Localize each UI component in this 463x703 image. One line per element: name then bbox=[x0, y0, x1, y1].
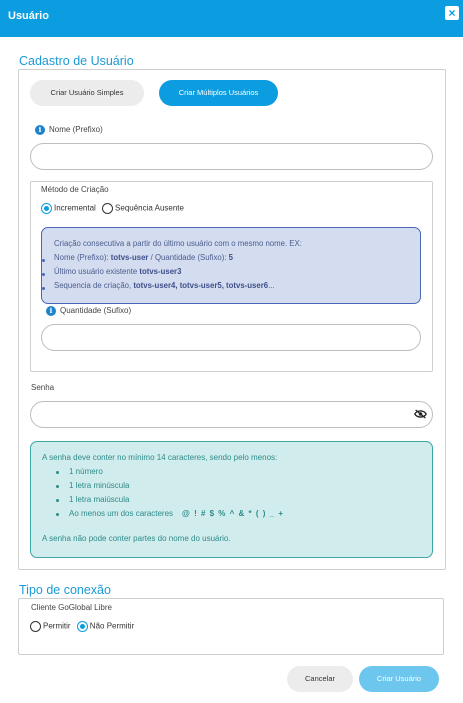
radio-incremental-label: Incremental bbox=[54, 203, 96, 213]
conexao-radio-group bbox=[30, 621, 138, 632]
rules-footer: A senha não pode conter partes do nome do usuário. bbox=[42, 534, 231, 543]
quantidade-label-text: Quantidade (Sufixo) bbox=[60, 306, 132, 316]
radio-permitir-label: Permitir bbox=[43, 621, 71, 631]
info-icon: i bbox=[46, 306, 56, 316]
info-line-2: Último usuário existente totvs-user3 bbox=[54, 267, 181, 276]
info-icon: i bbox=[35, 125, 45, 135]
rule-item: 1 número bbox=[69, 467, 103, 476]
radio-incremental[interactable] bbox=[41, 203, 96, 214]
senha-input[interactable] bbox=[30, 401, 433, 428]
eye-off-icon[interactable] bbox=[414, 409, 427, 419]
metodo-radio-group bbox=[41, 203, 188, 214]
special-chars: @ ! # $ % ^ & * ( ) _ + bbox=[182, 509, 284, 518]
password-rules-box bbox=[30, 441, 433, 558]
rule-item: Ao menos um dos caracteres @ ! # $ % ^ & * ( ) _ + bbox=[69, 509, 284, 518]
rules-intro: A senha deve conter no mínimo 14 caracteres, sendo pelo menos: bbox=[42, 453, 278, 462]
radio-nao-permitir[interactable] bbox=[77, 621, 134, 632]
tab-criar-multiplos-usuarios[interactable]: Criar Múltiplos Usuários bbox=[159, 80, 278, 106]
radio-sequencia-ausente[interactable] bbox=[102, 203, 184, 214]
conexao-group-label: Cliente GoGlobal Libre bbox=[31, 603, 112, 612]
cancel-button[interactable]: Cancelar bbox=[287, 666, 353, 692]
radio-sequencia-label: Sequência Ausente bbox=[115, 203, 184, 213]
quantidade-sufixo-input[interactable] bbox=[41, 324, 421, 351]
radio-permitir[interactable] bbox=[30, 621, 71, 632]
rule-item: 1 letra maiúscula bbox=[69, 495, 129, 504]
close-icon[interactable]: × bbox=[445, 6, 459, 20]
section-title-cadastro: Cadastro de Usuário bbox=[19, 54, 134, 68]
radio-unchecked-icon bbox=[102, 203, 113, 214]
radio-unchecked-icon bbox=[30, 621, 41, 632]
metodo-info-box bbox=[41, 227, 421, 304]
radio-checked-icon bbox=[77, 621, 88, 632]
quantidade-label bbox=[46, 306, 131, 316]
section-title-conexao: Tipo de conexão bbox=[19, 583, 111, 597]
nome-label bbox=[35, 125, 103, 135]
metodo-label: Método de Criação bbox=[41, 185, 109, 194]
tab-criar-usuario-simples[interactable]: Criar Usuário Simples bbox=[30, 80, 144, 106]
info-line-3: Sequencia de criação, totvs-user4, totvs-user5, totvs-user6... bbox=[54, 281, 275, 290]
radio-nao-permitir-label: Não Permitir bbox=[89, 621, 135, 631]
dialog-header bbox=[0, 0, 463, 37]
info-line-1: Nome (Prefixo): totvs-user / Quantidade (Sufixo): 5 bbox=[54, 253, 233, 262]
rule-item: 1 letra minúscula bbox=[69, 481, 129, 490]
dialog-title: Usuário bbox=[8, 10, 49, 22]
senha-label: Senha bbox=[31, 383, 55, 392]
radio-checked-icon bbox=[41, 203, 52, 214]
info-intro: Criação consecutiva a partir do último usuário com o mesmo nome. EX: bbox=[54, 239, 302, 248]
nome-label-text: Nome (Prefixo) bbox=[49, 125, 103, 135]
nome-prefixo-input[interactable] bbox=[30, 143, 433, 170]
create-user-button[interactable]: Criar Usuário bbox=[359, 666, 439, 692]
